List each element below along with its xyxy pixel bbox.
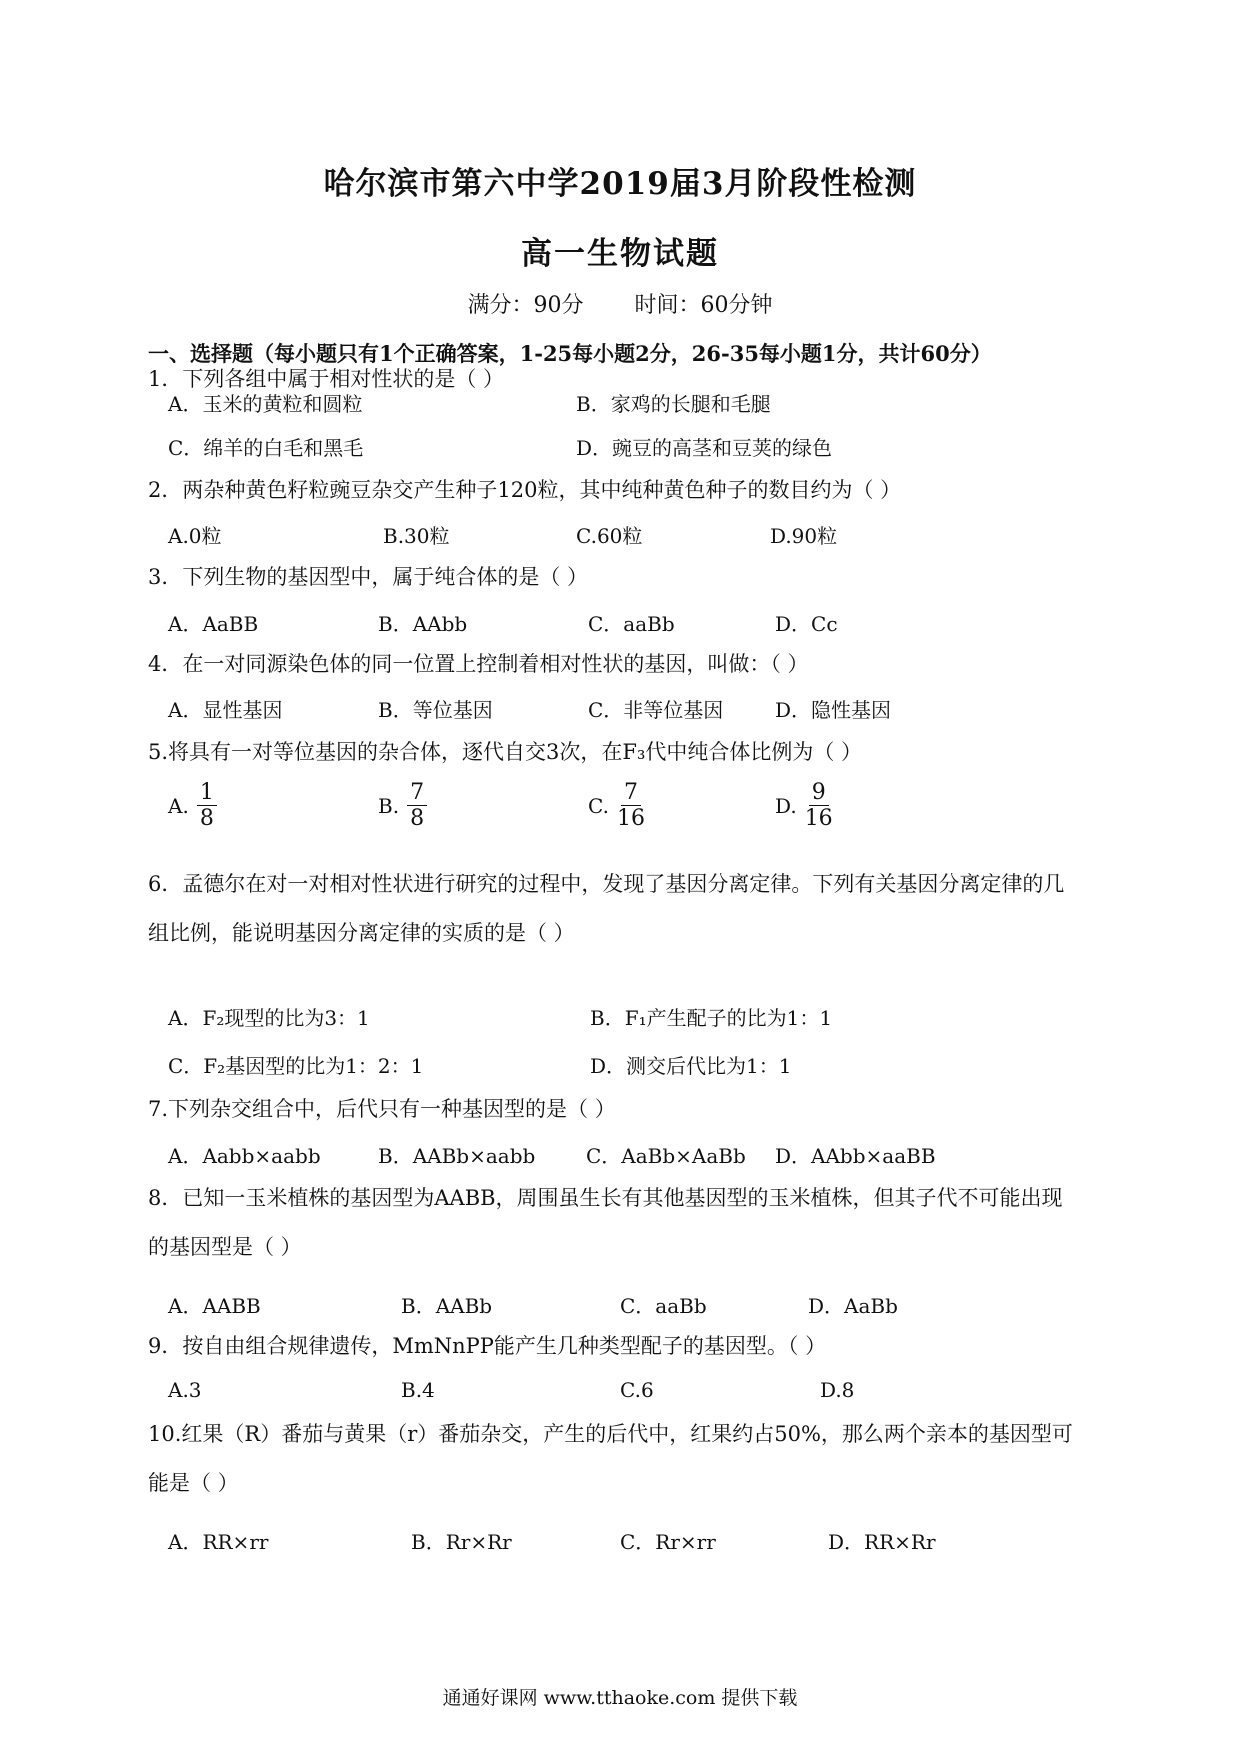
- exam-subtitle: 高一生物试题: [521, 236, 719, 272]
- option-label: C.: [588, 793, 609, 818]
- question-6-option-a[interactable]: A．F₂现型的比为3：1: [168, 1006, 370, 1030]
- question-9-option-a[interactable]: A.3: [168, 1378, 202, 1402]
- question-2-text: 2．两杂种黄色籽粒豌豆杂交产生种子120粒，其中纯种黄色种子的数目约为（ ）: [148, 478, 902, 502]
- fraction: [407, 780, 427, 832]
- question-6-option-c[interactable]: C．F₂基因型的比为1：2：1: [168, 1054, 424, 1078]
- question-5-text: 5.将具有一对等位基因的杂合体，逐代自交3次，在F₃代中纯合体比例为（ ）: [148, 740, 863, 764]
- option-label: B.: [378, 793, 400, 818]
- fraction-numerator: 7: [621, 780, 641, 806]
- question-8-option-b[interactable]: B．AABb: [401, 1294, 493, 1318]
- question-10-option-d[interactable]: D．RR×Rr: [828, 1530, 936, 1554]
- question-5-options: [168, 780, 1128, 856]
- question-1-option-d[interactable]: D．豌豆的高茎和豆荚的绿色: [576, 436, 833, 460]
- question-6-options-row-1: [168, 1002, 1128, 1042]
- question-3: [148, 553, 1108, 602]
- question-7: [148, 1085, 1108, 1134]
- fraction-denominator: 8: [199, 806, 214, 832]
- question-6-option-b[interactable]: B．F₁产生配子的比为1：1: [590, 1006, 833, 1030]
- full-score: 满分：90分: [467, 293, 584, 318]
- question-8: [148, 1174, 1108, 1272]
- fraction-numerator: 7: [407, 780, 427, 806]
- question-9-option-c[interactable]: C.6: [620, 1378, 654, 1402]
- question-1-option-c[interactable]: C．绵羊的白毛和黑毛: [168, 436, 364, 460]
- question-7-option-d[interactable]: D．AAbb×aaBB: [775, 1144, 936, 1168]
- question-4-option-d[interactable]: D．隐性基因: [775, 698, 892, 722]
- question-6: [148, 860, 1108, 958]
- question-3-option-a[interactable]: A．AaBB: [168, 612, 259, 636]
- question-9-option-d[interactable]: D.8: [820, 1378, 855, 1402]
- fraction-denominator: 8: [410, 806, 425, 832]
- question-5-option-a[interactable]: [168, 780, 217, 832]
- fraction-denominator: 16: [804, 806, 833, 832]
- question-8-text-line-1: 8．已知一玉米植株的基因型为AABB，周围虽生长有其他基因型的玉米植株，但其子代不可能出现: [148, 1186, 1063, 1210]
- question-5-option-d[interactable]: [775, 780, 833, 832]
- question-4: [148, 640, 1108, 689]
- question-8-option-c[interactable]: C．aaBb: [620, 1294, 707, 1318]
- fraction-numerator: 1: [197, 780, 217, 806]
- fraction-denominator: 16: [616, 806, 645, 832]
- question-10-option-b[interactable]: B．Rr×Rr: [411, 1530, 512, 1554]
- question-6-text-line-1: 6．孟德尔在对一对相对性状进行研究的过程中，发现了基因分离定律。下列有关基因分离定律的几: [148, 872, 1065, 896]
- question-1-option-a[interactable]: A．玉米的黄粒和圆粒: [168, 392, 363, 416]
- question-3-option-b[interactable]: B．AAbb: [378, 612, 468, 636]
- question-6-option-d[interactable]: D．测交后代比为1：1: [590, 1054, 792, 1078]
- exam-meta: [0, 288, 1240, 319]
- exam-time: 时间：60分钟: [634, 293, 773, 318]
- question-2-option-c[interactable]: C.60粒: [576, 524, 643, 548]
- question-10-option-a[interactable]: A．RR×rr: [168, 1530, 269, 1554]
- option-label: A.: [168, 793, 189, 818]
- question-10-option-c[interactable]: C．Rr×rr: [620, 1530, 716, 1554]
- question-8-option-a[interactable]: A．AABB: [168, 1294, 261, 1318]
- fraction-numerator: 9: [809, 780, 829, 806]
- question-4-option-b[interactable]: B．等位基因: [378, 698, 493, 722]
- question-4-text: 4．在一对同源染色体的同一位置上控制着相对性状的基因，叫做：（ ）: [148, 652, 809, 676]
- question-10-text-line-1: 10.红果（R）番茄与黄果（r）番茄杂交，产生的后代中，红果约占50%，那么两个亲本的基因型可: [148, 1422, 1073, 1446]
- fraction: [617, 780, 645, 832]
- question-6-options-row-2: [168, 1050, 1128, 1090]
- question-5-option-c[interactable]: [588, 780, 645, 832]
- question-3-text: 3．下列生物的基因型中，属于纯合体的是（ ）: [148, 565, 589, 589]
- question-4-option-a[interactable]: A．显性基因: [168, 698, 283, 722]
- section-heading: 一、选择题（每小题只有1个正确答案，1-25每小题2分，26-35每小题1分，共计60分）: [148, 341, 992, 366]
- question-7-option-b[interactable]: B．AABb×aabb: [378, 1144, 536, 1168]
- question-2-option-b[interactable]: B.30粒: [383, 524, 450, 548]
- question-4-option-c[interactable]: C．非等位基因: [588, 698, 724, 722]
- question-1-options-row-1: [168, 388, 1128, 428]
- question-3-option-d[interactable]: D．Cc: [775, 612, 838, 636]
- question-9-text: 9．按自由组合规律遗传，MmNnPP能产生几种类型配子的基因型。（ ）: [148, 1334, 827, 1358]
- question-10-options: [168, 1526, 1128, 1566]
- question-1-text: 1．下列各组中属于相对性状的是（ ）: [148, 367, 505, 391]
- question-9-option-b[interactable]: B.4: [401, 1378, 435, 1402]
- question-7-option-a[interactable]: A．Aabb×aabb: [168, 1144, 321, 1168]
- question-5-option-b[interactable]: [378, 780, 427, 832]
- exam-title: 哈尔滨市第六中学2019届3月阶段性检测: [323, 166, 917, 202]
- question-7-text: 7.下列杂交组合中，后代只有一种基因型的是（ ）: [148, 1097, 616, 1121]
- question-3-option-c[interactable]: C．aaBb: [588, 612, 675, 636]
- question-8-text-line-2: 的基因型是（ ）: [148, 1235, 302, 1259]
- question-5: [148, 728, 1108, 777]
- question-6-text-line-2: 组比例，能说明基因分离定律的实质的是（ ）: [148, 921, 575, 945]
- question-8-option-d[interactable]: D．AaBb: [808, 1294, 898, 1318]
- question-9: [148, 1322, 1108, 1371]
- question-2-option-a[interactable]: A.0粒: [168, 524, 222, 548]
- fraction: [805, 780, 833, 832]
- page-footer: 通通好课网 www.tthaoke.com 提供下载: [442, 1687, 798, 1709]
- fraction: [197, 780, 217, 832]
- option-label: D.: [775, 793, 797, 818]
- question-1-option-b[interactable]: B．家鸡的长腿和毛腿: [576, 392, 771, 416]
- question-7-option-c[interactable]: C．AaBb×AaBb: [586, 1144, 746, 1168]
- question-10: [148, 1410, 1108, 1508]
- question-2-option-d[interactable]: D.90粒: [770, 524, 838, 548]
- question-10-text-line-2: 能是（ ）: [148, 1471, 239, 1495]
